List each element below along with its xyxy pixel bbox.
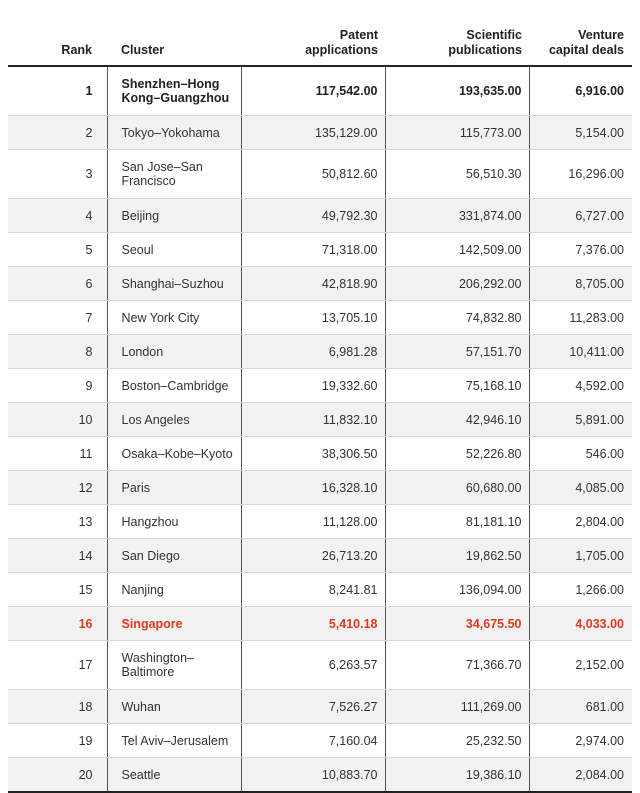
table-row — [8, 267, 632, 301]
patent-cell: 6,981.28 — [241, 335, 385, 369]
table-row — [8, 607, 632, 641]
patent-cell: 5,410.18 — [241, 607, 385, 641]
cluster-cell: Beijing — [107, 199, 241, 233]
rank-cell: 16 — [8, 607, 107, 641]
cluster-cell: Tokyo–Yokohama — [107, 116, 241, 150]
rank-cell: 4 — [8, 199, 107, 233]
vc-deals-cell: 2,084.00 — [529, 758, 632, 793]
vc-deals-cell: 5,154.00 — [529, 116, 632, 150]
vc-deals-cell: 5,891.00 — [529, 403, 632, 437]
table-row — [8, 199, 632, 233]
patent-cell: 19,332.60 — [241, 369, 385, 403]
patent-cell: 26,713.20 — [241, 539, 385, 573]
cluster-cell: Los Angeles — [107, 403, 241, 437]
patent-cell: 7,526.27 — [241, 690, 385, 724]
rank-cell: 10 — [8, 403, 107, 437]
patent-cell: 6,263.57 — [241, 641, 385, 690]
patent-cell: 8,241.81 — [241, 573, 385, 607]
rank-cell: 18 — [8, 690, 107, 724]
cluster-cell: Shenzhen–Hong Kong–Guangzhou — [107, 66, 241, 116]
patent-cell: 50,812.60 — [241, 150, 385, 199]
header-rank-label: Rank — [61, 43, 92, 57]
table-row — [8, 539, 632, 573]
table-row — [8, 724, 632, 758]
vc-deals-cell: 1,705.00 — [529, 539, 632, 573]
vc-deals-cell: 4,085.00 — [529, 471, 632, 505]
header-rank — [8, 0, 107, 66]
patent-cell: 16,328.10 — [241, 471, 385, 505]
table-row — [8, 573, 632, 607]
table-row — [8, 505, 632, 539]
table-row — [8, 116, 632, 150]
vc-deals-cell: 4,592.00 — [529, 369, 632, 403]
publications-cell: 81,181.10 — [385, 505, 529, 539]
rank-cell: 1 — [8, 66, 107, 116]
table-row — [8, 233, 632, 267]
vc-deals-cell: 6,727.00 — [529, 199, 632, 233]
table-row — [8, 301, 632, 335]
table-body — [8, 66, 632, 792]
vc-deals-cell: 2,152.00 — [529, 641, 632, 690]
cluster-cell: Singapore — [107, 607, 241, 641]
table-row — [8, 403, 632, 437]
cluster-cell: Boston–Cambridge — [107, 369, 241, 403]
publications-cell: 25,232.50 — [385, 724, 529, 758]
table-row — [8, 66, 632, 116]
header-cluster — [107, 0, 241, 66]
rank-cell: 14 — [8, 539, 107, 573]
publications-cell: 74,832.80 — [385, 301, 529, 335]
publications-cell: 136,094.00 — [385, 573, 529, 607]
table-row — [8, 437, 632, 471]
cluster-cell: Wuhan — [107, 690, 241, 724]
vc-deals-cell: 546.00 — [529, 437, 632, 471]
table-row — [8, 641, 632, 690]
patent-cell: 11,128.00 — [241, 505, 385, 539]
cluster-cell: Shanghai–Suzhou — [107, 267, 241, 301]
header-sci-line2: publications — [448, 43, 522, 57]
rank-cell: 17 — [8, 641, 107, 690]
table-row — [8, 471, 632, 505]
vc-deals-cell: 11,283.00 — [529, 301, 632, 335]
patent-cell: 13,705.10 — [241, 301, 385, 335]
patent-cell: 42,818.90 — [241, 267, 385, 301]
publications-cell: 34,675.50 — [385, 607, 529, 641]
patent-cell: 38,306.50 — [241, 437, 385, 471]
header-vc-line1: Venture — [578, 28, 624, 42]
patent-cell: 71,318.00 — [241, 233, 385, 267]
cluster-cell: New York City — [107, 301, 241, 335]
vc-deals-cell: 8,705.00 — [529, 267, 632, 301]
publications-cell: 60,680.00 — [385, 471, 529, 505]
publications-cell: 193,635.00 — [385, 66, 529, 116]
vc-deals-cell: 681.00 — [529, 690, 632, 724]
table-row — [8, 690, 632, 724]
header-venture-capital-deals — [529, 0, 632, 66]
publications-cell: 19,386.10 — [385, 758, 529, 793]
cluster-cell: Nanjing — [107, 573, 241, 607]
patent-cell: 49,792.30 — [241, 199, 385, 233]
header-vc-line2: capital deals — [548, 43, 624, 57]
rank-cell: 13 — [8, 505, 107, 539]
vc-deals-cell: 1,266.00 — [529, 573, 632, 607]
publications-cell: 56,510.30 — [385, 150, 529, 199]
publications-cell: 115,773.00 — [385, 116, 529, 150]
header-row — [8, 0, 632, 66]
cluster-cell: London — [107, 335, 241, 369]
table-header — [8, 0, 632, 66]
rank-cell: 20 — [8, 758, 107, 793]
vc-deals-cell: 2,804.00 — [529, 505, 632, 539]
vc-deals-cell: 6,916.00 — [529, 66, 632, 116]
rank-cell: 6 — [8, 267, 107, 301]
header-patent-line2: applications — [305, 43, 378, 57]
rank-cell: 15 — [8, 573, 107, 607]
patent-cell: 10,883.70 — [241, 758, 385, 793]
header-patent-line1: Patent — [339, 28, 378, 42]
rank-cell: 12 — [8, 471, 107, 505]
publications-cell: 331,874.00 — [385, 199, 529, 233]
vc-deals-cell: 4,033.00 — [529, 607, 632, 641]
publications-cell: 71,366.70 — [385, 641, 529, 690]
patent-cell: 135,129.00 — [241, 116, 385, 150]
table-row — [8, 335, 632, 369]
cluster-cell: Seoul — [107, 233, 241, 267]
vc-deals-cell: 2,974.00 — [529, 724, 632, 758]
cluster-cell: Tel Aviv–Jerusalem — [107, 724, 241, 758]
cluster-cell: Seattle — [107, 758, 241, 793]
cluster-cell: Osaka–Kobe–Kyoto — [107, 437, 241, 471]
header-sci-line1: Scientific — [466, 28, 522, 42]
vc-deals-cell: 16,296.00 — [529, 150, 632, 199]
publications-cell: 57,151.70 — [385, 335, 529, 369]
rank-cell: 8 — [8, 335, 107, 369]
publications-cell: 206,292.00 — [385, 267, 529, 301]
rank-cell: 3 — [8, 150, 107, 199]
vc-deals-cell: 7,376.00 — [529, 233, 632, 267]
patent-cell: 117,542.00 — [241, 66, 385, 116]
table-row — [8, 369, 632, 403]
rank-cell: 9 — [8, 369, 107, 403]
publications-cell: 111,269.00 — [385, 690, 529, 724]
publications-cell: 142,509.00 — [385, 233, 529, 267]
publications-cell: 42,946.10 — [385, 403, 529, 437]
header-cluster-label: Cluster — [121, 43, 165, 57]
table-row — [8, 150, 632, 199]
patent-cell: 7,160.04 — [241, 724, 385, 758]
cluster-cell: Paris — [107, 471, 241, 505]
rank-cell: 7 — [8, 301, 107, 335]
header-scientific-publications — [385, 0, 529, 66]
publications-cell: 75,168.10 — [385, 369, 529, 403]
rank-cell: 11 — [8, 437, 107, 471]
cluster-ranking-table — [8, 0, 632, 793]
header-patent-applications — [241, 0, 385, 66]
rank-cell: 5 — [8, 233, 107, 267]
publications-cell: 52,226.80 — [385, 437, 529, 471]
vc-deals-cell: 10,411.00 — [529, 335, 632, 369]
cluster-cell: San Jose–San Francisco — [107, 150, 241, 199]
publications-cell: 19,862.50 — [385, 539, 529, 573]
rank-cell: 19 — [8, 724, 107, 758]
cluster-cell: Washington–Baltimore — [107, 641, 241, 690]
cluster-cell: San Diego — [107, 539, 241, 573]
rank-cell: 2 — [8, 116, 107, 150]
cluster-cell: Hangzhou — [107, 505, 241, 539]
patent-cell: 11,832.10 — [241, 403, 385, 437]
